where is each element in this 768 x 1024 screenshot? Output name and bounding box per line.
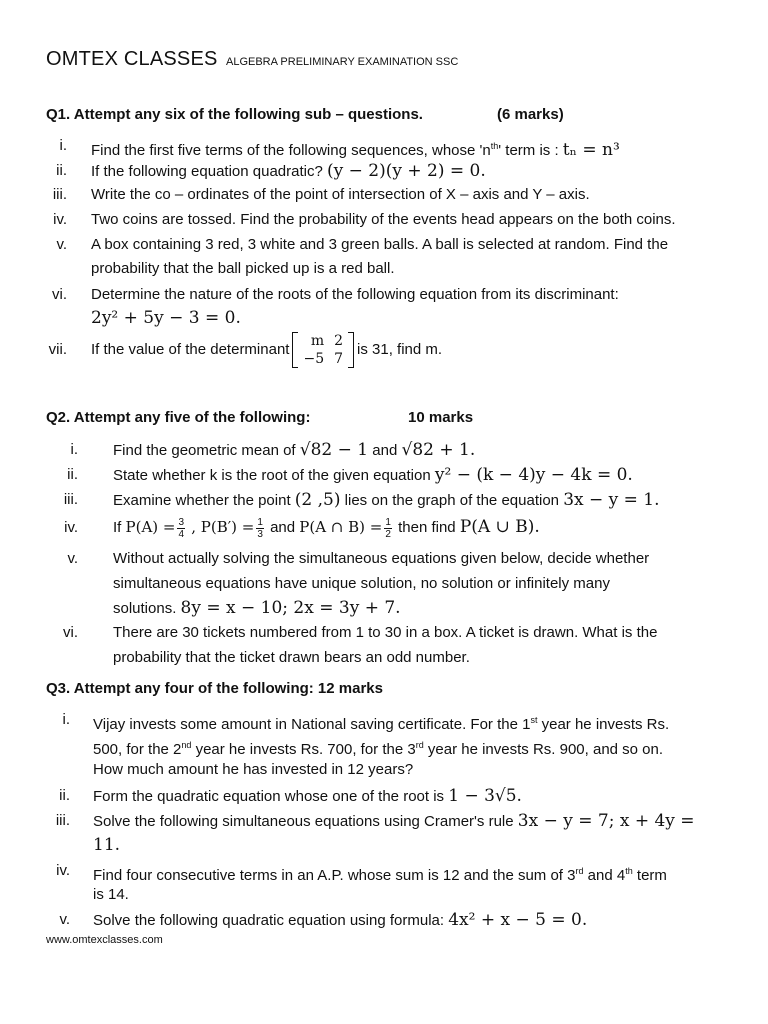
q3-item-1-text-e: year he invests Rs. 900, and so on.	[423, 741, 664, 758]
q3-item-5-text: Solve the following quadratic equation using formula:	[93, 912, 445, 929]
fraction-pa	[177, 517, 185, 540]
q3-item-2-number: ii.	[59, 787, 70, 804]
q2-item-2-number: ii.	[67, 466, 78, 483]
q2-item-4-pu: P(A ∪ B).	[459, 517, 540, 537]
q3-heading: Q3. Attempt any four of the following: 12 marks	[46, 680, 383, 697]
q1-item-2-math: (y − 2)(y + 2) = 0.	[327, 161, 486, 181]
q3-item-2-math: 1 − 3√5.	[448, 786, 522, 806]
q1-item-7-number: vii.	[48, 341, 67, 358]
q2-item-6-line-2: probability that the ticket drawn bears an odd number.	[113, 649, 470, 666]
q1-heading	[46, 106, 564, 123]
q1-item-5-line-2: probability that the ball picked up is a red ball.	[91, 260, 395, 277]
q2-item-1-math-b: √82 + 1.	[401, 440, 476, 460]
q2-marks: 10 marks	[408, 409, 474, 426]
q2-item-4	[113, 512, 540, 543]
q2-item-3-text: Examine whether the point	[113, 492, 291, 509]
q1-item-6-number: vi.	[52, 286, 67, 303]
q2-item-3-math: 3x − y = 1.	[563, 490, 660, 510]
q2-item-1-number: i.	[70, 441, 78, 458]
q3-item-1-sup-3: rd	[415, 740, 424, 750]
q3-item-1-line-2	[93, 735, 663, 760]
q2-item-4-then: then find	[398, 519, 456, 536]
q3-item-3-text: Solve the following simultaneous equations using Cramer's rule	[93, 813, 514, 830]
q1-item-2-text: If the following equation quadratic?	[91, 163, 323, 180]
frac-den: 2	[385, 528, 391, 540]
q1-item-2	[91, 161, 486, 182]
q1-marks: (6 marks)	[497, 106, 564, 123]
q2-item-6-number: vi.	[63, 624, 78, 641]
q3-item-1-sup: st	[530, 715, 538, 725]
exam-subtitle: ALGEBRA PRELIMINARY EXAMINATION SSC	[226, 56, 459, 68]
q3-item-1-text-b: year he invests Rs.	[537, 716, 670, 733]
q2-item-2-text: State whether k is the root of the given equation	[113, 467, 431, 484]
q3-item-1-number: i.	[62, 711, 70, 728]
frac-den: 3	[257, 528, 263, 540]
q2-item-4-number: iv.	[64, 519, 78, 536]
q2-item-1-text: Find the geometric mean of	[113, 442, 296, 459]
determinant-matrix	[292, 332, 354, 368]
q2-item-2	[113, 465, 633, 486]
q3-item-2	[93, 786, 522, 807]
q3-item-5-number: v.	[59, 911, 70, 928]
matrix-cell: −5	[303, 351, 325, 368]
q1-item-7	[91, 332, 442, 368]
frac-num: 1	[257, 516, 263, 528]
q2-item-3-point: (2 ,5)	[294, 490, 341, 510]
q2-item-6-line-1: There are 30 tickets numbered from 1 to 30 in a box. A ticket is drawn. What is the	[113, 624, 658, 641]
q2-item-2-math: y² − (k − 4)y − 4k = 0.	[434, 465, 633, 485]
q3-item-1-text-c: 500, for the 2	[93, 741, 182, 758]
q3-item-1-line-1	[93, 710, 669, 735]
q2-item-1	[113, 440, 475, 461]
q1-item-7-text-b: is 31, find m.	[357, 341, 443, 358]
q1-item-2-number: ii.	[56, 162, 67, 179]
q1-item-4: Two coins are tossed. Find the probability of the events head appears on the both coins.	[91, 211, 676, 228]
fraction-pab	[384, 517, 392, 540]
q1-item-3: Write the co – ordinates of the point of intersection of X – axis and Y – axis.	[91, 186, 590, 203]
matrix-cell: m	[310, 333, 325, 350]
matrix-cell: 7	[334, 351, 344, 368]
q2-item-4-if: If	[113, 519, 122, 536]
q2-item-4-pa: P(A) =	[125, 518, 176, 536]
q1-item-1-math: tₙ = n³	[562, 140, 620, 160]
q3-item-3-number: iii.	[55, 812, 70, 829]
footer-url: www.omtexclasses.com	[46, 934, 163, 946]
q3-item-1-text-a: Vijay invests some amount in National saving certificate. For the 1	[93, 716, 531, 733]
q3-item-3-math: 3x − y = 7; x + 4y =	[517, 811, 695, 831]
frac-den: 4	[178, 528, 185, 540]
brand-title: OMTEX CLASSES	[46, 48, 218, 70]
frac-num: 3	[178, 516, 185, 528]
q2-item-4-pab: P(A ∩ B) =	[299, 518, 383, 536]
q3-item-1-text-d: year he invests Rs. 700, for the 3	[191, 741, 416, 758]
q2-item-5-line-1: Without actually solving the simultaneous equations given below, decide whether	[113, 550, 650, 567]
q2-item-4-pb: , P(B′) =	[191, 518, 255, 536]
q2-item-3	[113, 490, 660, 511]
q2-item-1-math-a: √82 − 1	[299, 440, 369, 460]
q2-title: Q2. Attempt any five of the following:	[46, 409, 311, 426]
q3-item-4-text-c: term	[632, 867, 667, 884]
q1-item-3-number: iii.	[52, 186, 67, 203]
matrix-cell: 2	[334, 333, 344, 350]
q3-item-5	[93, 910, 587, 931]
q2-item-5-line-3	[113, 598, 401, 619]
q1-item-7-text: If the value of the determinant	[91, 341, 290, 358]
fraction-pb	[256, 517, 264, 540]
q1-item-6-math: 2y² + 5y − 3 = 0.	[91, 308, 241, 328]
q1-item-6-line-1: Determine the nature of the roots of the following equation from its discriminant:	[91, 286, 619, 303]
q2-item-3-number: iii.	[63, 491, 78, 508]
q3-item-4-text-b: and 4	[583, 867, 626, 884]
q1-title: Q1. Attempt any six of the following sub – questions.	[46, 106, 423, 123]
q1-item-1-text-b: ' term is :	[498, 142, 559, 159]
q3-item-1-line-3: How much amount he has invested in 12 years?	[93, 761, 414, 778]
q3-item-4-sup: rd	[575, 866, 584, 876]
q2-item-5-line-2: simultaneous equations have unique solution, no solution or infinitely many	[113, 575, 610, 592]
q1-item-1	[91, 136, 620, 161]
q3-item-2-text: Form the quadratic equation whose one of the root is	[93, 788, 445, 805]
page-header	[46, 48, 458, 71]
q3-item-4-sup-2: th	[625, 866, 633, 876]
q3-item-5-math: 4x² + x − 5 = 0.	[448, 910, 588, 930]
q3-item-3-math-cont: 11.	[93, 835, 121, 855]
q3-item-4-line-2: is 14.	[93, 886, 129, 903]
q2-item-5-math: 8y = x − 10; 2x = 3y + 7.	[180, 598, 401, 618]
q3-item-4-line-1	[93, 861, 667, 886]
q3-item-4-text-a: Find four consecutive terms in an A.P. whose sum is 12 and the sum of 3	[93, 867, 576, 884]
q2-item-1-and: and	[372, 442, 398, 459]
q2-item-5-solutions: solutions.	[113, 600, 177, 617]
q2-heading	[46, 409, 474, 426]
q3-item-3	[93, 811, 695, 832]
q1-item-1-number: i.	[59, 137, 67, 154]
q1-item-5-line-1: A box containing 3 red, 3 white and 3 green balls. A ball is selected at random. Find the	[91, 236, 669, 253]
q2-item-4-and: and	[270, 519, 296, 536]
frac-num: 1	[385, 516, 391, 528]
q1-item-5-number: v.	[56, 236, 67, 253]
q1-item-1-text: Find the first five terms of the following sequences, whose 'n	[91, 142, 491, 159]
q3-item-4-number: iv.	[56, 862, 70, 879]
q3-item-1-sup-2: nd	[181, 740, 192, 750]
q1-item-4-number: iv.	[53, 211, 67, 228]
q2-item-5-number: v.	[67, 550, 78, 567]
q2-item-3-text-b: lies on the graph of the equation	[344, 492, 560, 509]
q1-item-1-sup: th	[490, 141, 499, 151]
